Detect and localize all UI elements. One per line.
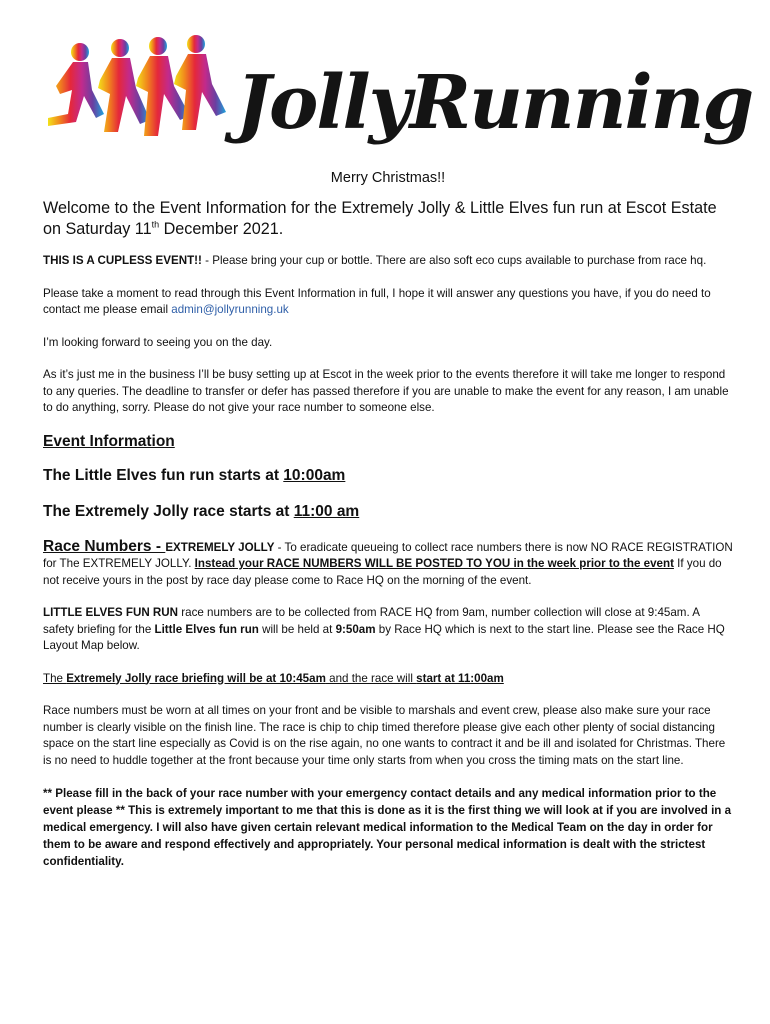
business-paragraph: As it’s just me in the business I’ll be busy setting up at Escot in the week prior to the events therefore it will take me longer to respond to any queries. The deadline to transfer or defer has passed therefore if you are unable to make the event for any reason, I am unable to do anything, sorry. Please do not give your race number to someone else. — [43, 368, 729, 414]
runner-silhouettes — [48, 35, 226, 136]
elves-numbers-paragraph: LITTLE ELVES FUN RUN race numbers are to be collected from RACE HQ from 9am, number collection will close at 9:45am. A safety briefing for the Little Elves fun run will be held at 9:50am by Race HQ which is next to the start line. Please see the Race HQ Layout Map below. — [43, 606, 725, 652]
jolly-start-time: The Extremely Jolly race starts at 11:00 am — [43, 502, 360, 520]
briefing-line: The Extremely Jolly race briefing will be at 10:45am and the race will start at 11:00am — [43, 671, 504, 685]
email-link[interactable]: admin@jollyrunning.uk — [171, 303, 289, 316]
event-info-heading: Event Information — [43, 432, 175, 450]
greeting: Merry Christmas!! — [330, 170, 446, 186]
intro-paragraph: Welcome to the Event Information for the Extremely Jolly & Little Elves fun run at Escot Estate on Saturday 11th December 2021. — [43, 199, 717, 238]
race-numbers-worn-paragraph: Race numbers must be worn at all times on your front and be visible to marshals and event crew, please also make sure your race number is clearly visible on the finish line. The race is chip to chip timed therefore please give each other plenty of social distancing space on the start line especially as Covid is on the rise again, no one wants to contract it and be ill and isolated for Christmas. There is no need to huddle together at the front because your time only starts from when you cross the timing mats on the start line. — [43, 704, 726, 767]
document-body — [43, 170, 733, 870]
race-numbers-paragraph: Race Numbers - EXTREMELY JOLLY - To eradicate queueing to collect race numbers there is now NO RACE REGISTRATION for The EXTREMELY JOLLY. Instead your RACE NUMBERS WILL BE POSTED TO YOU in the week prior to the event If you do not receive yours in the post by race day please come to Race HQ on the morning of the event. — [43, 537, 733, 587]
svg-text:JollyRunning: JollyRunning — [236, 60, 753, 146]
emergency-details-paragraph: ** Please fill in the back of your race number with your emergency contact details and any medical information prior to the event please ** This is extremely important to me that this is done as it is the first thing we will look at if you are involved in a medical emergency. I will also have given certain relevant medical information to the Medical Team on the day in order for them to be aware and respond effectively and appropriately. Your personal medical information is dealt with the strictest confidentiality. — [43, 787, 732, 868]
cupless-notice: THIS IS A CUPLESS EVENT!! - Please bring your cup or bottle. There are also soft eco cups available to purchase from race hq. — [43, 254, 707, 267]
elves-start-time: The Little Elves fun run starts at 10:00am — [43, 466, 346, 484]
read-info-paragraph: Please take a moment to read through this Event Information in full, I hope it will answer any questions you have, if you do need to contact me please email admin@jollyrunning.uk — [43, 286, 711, 316]
forward-paragraph: I’m looking forward to seeing you on the day. — [43, 335, 273, 349]
jolly-running-logo — [40, 30, 753, 160]
